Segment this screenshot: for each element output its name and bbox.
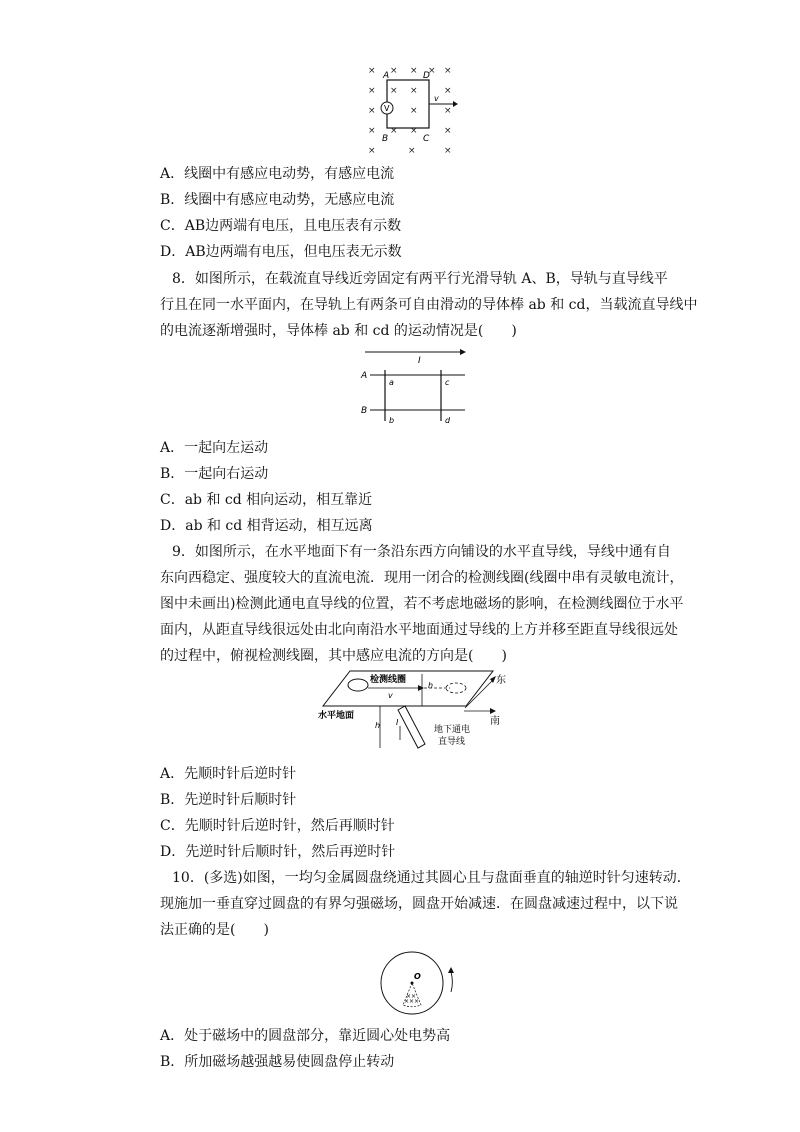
svg-text:×: ×: [444, 106, 452, 116]
q9-option-d[interactable]: D．先逆时针后顺时针，然后再逆时针: [160, 844, 396, 860]
svg-text:C: C: [423, 134, 430, 144]
svg-text:B: B: [382, 134, 389, 144]
svg-text:×: ×: [368, 146, 376, 156]
q10-option-b[interactable]: B．所加磁场越强越易使圆盘停止转动: [160, 1054, 395, 1070]
underground-wire: [398, 706, 425, 748]
q10-stem-line-2: 现施加一垂直穿过圆盘的有界匀强磁场，圆盘开始减速．在圆盘减速过程中，以下说: [160, 896, 678, 912]
svg-text:南: 南: [490, 716, 500, 727]
svg-text:O: O: [414, 972, 421, 981]
q7-option-a[interactable]: A．线圈中有感应电动势，有感应电流: [160, 166, 395, 182]
q7-option-c[interactable]: C．AB边两端有电压，且电压表有示数: [160, 218, 402, 234]
q8-option-c[interactable]: C．ab 和 cd 相向运动，相互靠近: [160, 492, 373, 508]
detection-coil: [348, 679, 368, 691]
svg-text:×: ×: [410, 106, 418, 116]
svg-text:v: v: [434, 94, 439, 103]
svg-text:×: ×: [390, 126, 398, 136]
q8-option-b[interactable]: B．一起向右运动: [160, 466, 269, 482]
q9-stem-line-1: 9．如图所示，在水平地面下有一条沿东西方向铺设的水平直导线，导线中通有自: [172, 544, 671, 560]
svg-text:地下通电: 地下通电: [434, 725, 471, 735]
svg-text:×: ×: [410, 66, 418, 76]
svg-text:h: h: [375, 721, 381, 730]
q9-option-b[interactable]: B．先逆时针后顺时针: [160, 792, 297, 808]
svg-text:×: ×: [368, 106, 376, 116]
svg-text:直导线: 直导线: [438, 737, 466, 747]
svg-text:×: ×: [368, 86, 376, 96]
q8-stem-line-2: 行且在同一水平面内，在导轨上有两条可自由滑动的导体棒 ab 和 cd，当载流直导线中: [160, 297, 698, 313]
svg-text:A: A: [383, 71, 390, 81]
svg-text:c: c: [445, 378, 450, 387]
q8-stem-line-1: 8．如图所示，在载流直导线近旁固定有两平行光滑导轨 A、B，导轨与直导线平: [172, 271, 668, 287]
q9-option-c[interactable]: C．先顺时针后逆时针，然后再顺时针: [160, 818, 395, 834]
svg-text:×: ×: [368, 126, 376, 136]
q9-stem-line-3: 图中未画出)检测此通电直导线的位置，若不考虑地磁场的影响，在检测线圈位于水平: [160, 596, 684, 612]
svg-text:×: ×: [390, 86, 398, 96]
q9-option-a[interactable]: A．先顺时针后逆时针: [160, 766, 297, 782]
ground-plane: [323, 671, 493, 706]
q8-figure: [355, 345, 475, 430]
svg-text:I: I: [396, 718, 399, 727]
q10-option-a[interactable]: A．处于磁场中的圆盘部分，靠近圆心处电势高: [160, 1028, 451, 1044]
svg-text:×: ×: [404, 998, 410, 1005]
svg-text:东: 东: [496, 675, 506, 686]
svg-text:×: ×: [408, 146, 416, 156]
svg-text:×: ×: [410, 86, 418, 96]
svg-text:×: ×: [428, 66, 436, 76]
q7-option-d[interactable]: D．AB边两端有电压，但电压表无示数: [160, 244, 402, 260]
svg-text:h: h: [428, 681, 434, 690]
svg-text:×: ×: [444, 146, 452, 156]
svg-text:d: d: [445, 416, 451, 425]
q9-stem-line-4: 面内，从距直导线很远处由北向南沿水平地面通过导线的上方并移至距直导线很远处: [160, 622, 678, 638]
svg-text:v: v: [388, 691, 393, 700]
svg-text:V: V: [384, 104, 390, 113]
svg-text:b: b: [389, 416, 395, 425]
svg-text:×: ×: [414, 998, 420, 1005]
svg-text:B: B: [361, 406, 368, 416]
q9-stem-line-2: 东向西稳定、强度较大的直流电流．现用一闭合的检测线圈(线圈中串有灵敏电流计，: [160, 570, 684, 586]
rotation-arrow: [451, 972, 452, 992]
svg-text:×: ×: [406, 993, 412, 1000]
svg-text:I: I: [418, 356, 421, 366]
svg-text:×: ×: [410, 126, 418, 136]
svg-text:×: ×: [368, 66, 376, 76]
q10-stem-line-1: 10．(多选)如图，一均匀金属圆盘绕通过其圆心且与盘面垂直的轴逆时针匀速转动．: [172, 870, 691, 886]
svg-text:×: ×: [411, 993, 417, 1000]
q7-figure: [360, 60, 460, 160]
svg-text:×: ×: [444, 86, 452, 96]
svg-text:×: ×: [390, 66, 398, 76]
q10-figure: [376, 950, 466, 1020]
svg-text:×: ×: [444, 126, 452, 136]
svg-text:a: a: [389, 378, 394, 387]
q7-option-b[interactable]: B．线圈中有感应电动势，无感应电流: [160, 192, 395, 208]
q9-stem-line-5: 的过程中，俯视检测线圈，其中感应电流的方向是( ): [160, 648, 507, 664]
q8-option-a[interactable]: A．一起向左运动: [160, 440, 269, 456]
q9-figure: [318, 668, 518, 768]
q10-stem-line-3: 法正确的是( ): [160, 922, 269, 938]
svg-text:×: ×: [444, 66, 452, 76]
svg-text:A: A: [361, 371, 368, 381]
q8-option-d[interactable]: D．ab 和 cd 相背运动，相互远离: [160, 518, 373, 534]
svg-text:D: D: [423, 71, 430, 81]
svg-text:检测线圈: 检测线圈: [370, 675, 407, 685]
svg-text:×: ×: [409, 998, 415, 1005]
q8-stem-line-3: 的电流逐渐增强时，导体棒 ab 和 cd 的运动情况是( ): [160, 323, 517, 339]
svg-text:水平地面: 水平地面: [318, 711, 355, 721]
